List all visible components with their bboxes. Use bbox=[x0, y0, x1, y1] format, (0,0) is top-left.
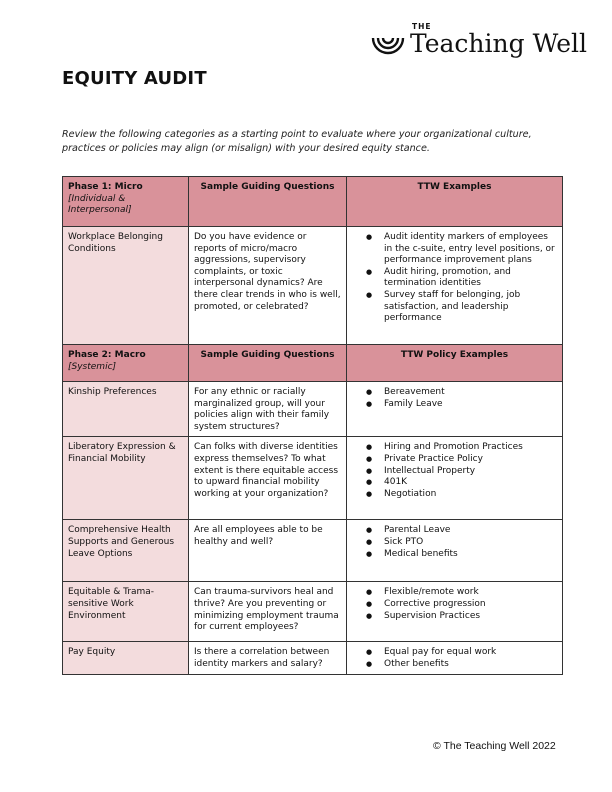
category-cell: Pay Equity bbox=[63, 642, 189, 675]
guiding-question-cell: For any ethnic or racially marginalized group, will your policies align with their family system structures? bbox=[189, 382, 347, 437]
phase-name: Phase 2: Macro bbox=[68, 350, 146, 360]
table-row bbox=[63, 520, 563, 582]
examples-cell bbox=[347, 437, 563, 520]
example-item: ● Family Leave bbox=[384, 399, 557, 411]
example-item: ● Private Practice Policy bbox=[384, 454, 557, 466]
intro-text: Review the following categories as a starting point to evaluate where your organizational culture, practices or policies may align (or misalign) with your desired equity stance. bbox=[62, 129, 532, 154]
guiding-question-cell: Can folks with diverse identities express themselves? To what extent is there equitable access to upward financial mobility working at your organization? bbox=[189, 437, 347, 520]
example-item: ● Sick PTO bbox=[384, 537, 557, 549]
examples-cell bbox=[347, 582, 563, 642]
examples-cell bbox=[347, 520, 563, 582]
phase-name: Phase 1: Micro bbox=[68, 182, 143, 192]
brand-the: THE bbox=[412, 22, 432, 31]
category-cell: Liberatory Expression & Financial Mobility bbox=[63, 437, 189, 520]
sunrise-arcs-icon bbox=[370, 34, 406, 58]
page-title: EQUITY AUDIT bbox=[62, 68, 207, 89]
category-cell: Kinship Preferences bbox=[63, 382, 189, 437]
copyright-footer: © The Teaching Well 2022 bbox=[433, 740, 556, 752]
example-item: ● Medical benefits bbox=[384, 549, 557, 561]
category-cell: Equitable & Trama-sensitive Work Environment bbox=[63, 582, 189, 642]
example-item: ● Other benefits bbox=[384, 659, 557, 671]
examples-cell bbox=[347, 382, 563, 437]
example-item: ● Hiring and Promotion Practices bbox=[384, 442, 557, 454]
table-row bbox=[63, 227, 563, 345]
phase-subtitle: [Individual & Interpersonal] bbox=[68, 193, 132, 216]
example-item: ● Intellectual Property bbox=[384, 466, 557, 478]
examples-list bbox=[352, 387, 557, 410]
guiding-question-cell: Do you have evidence or reports of micro/macro aggressions, supervisory complaints, or toxic interpersonal dynamics? Are there clear trends in who is well, promoted, or celebrated? bbox=[189, 227, 347, 345]
phase-title-cell bbox=[63, 345, 189, 382]
teaching-well-logo bbox=[370, 22, 595, 70]
phase-subtitle: [Systemic] bbox=[68, 361, 117, 372]
examples-cell bbox=[347, 227, 563, 345]
guiding-question-cell: Are all employees able to be healthy and well? bbox=[189, 520, 347, 582]
column-header-examples: TTW Policy Examples bbox=[347, 345, 563, 382]
phase-header-row bbox=[63, 177, 563, 227]
example-item: ● Survey staff for belonging, job satisfaction, and leadership performance bbox=[384, 290, 557, 325]
example-item: ● Parental Leave bbox=[384, 525, 557, 537]
column-header-examples: TTW Examples bbox=[347, 177, 563, 227]
table-row bbox=[63, 642, 563, 675]
example-item: ● Bereavement bbox=[384, 387, 557, 399]
example-item: ● Audit identity markers of employees in the c-suite, entry level positions, or performance improvement plans bbox=[384, 232, 557, 267]
category-cell: Comprehensive Health Supports and Generous Leave Options bbox=[63, 520, 189, 582]
table-row bbox=[63, 437, 563, 520]
examples-list bbox=[352, 525, 557, 560]
example-item: ● Flexible/remote work bbox=[384, 587, 557, 599]
example-item: ● Negotiation bbox=[384, 489, 557, 501]
examples-list bbox=[352, 442, 557, 500]
phase-header-row bbox=[63, 345, 563, 382]
phase-title-cell bbox=[63, 177, 189, 227]
guiding-question-cell: Can trauma-survivors heal and thrive? Are you preventing or minimizing employment trauma for current employees? bbox=[189, 582, 347, 642]
example-item: ● 401K bbox=[384, 477, 557, 489]
category-cell: Workplace Belonging Conditions bbox=[63, 227, 189, 345]
table-row bbox=[63, 382, 563, 437]
example-item: ● Supervision Practices bbox=[384, 611, 557, 623]
column-header-questions: Sample Guiding Questions bbox=[189, 345, 347, 382]
examples-list bbox=[352, 232, 557, 325]
equity-audit-table bbox=[62, 176, 563, 675]
examples-list bbox=[352, 647, 557, 670]
example-item: ● Audit hiring, promotion, and termination identities bbox=[384, 267, 557, 290]
guiding-question-cell: Is there a correlation between identity markers and salary? bbox=[189, 642, 347, 675]
brand-name: Teaching Well bbox=[410, 29, 588, 58]
example-item: ● Corrective progression bbox=[384, 599, 557, 611]
example-item: ● Equal pay for equal work bbox=[384, 647, 557, 659]
column-header-questions: Sample Guiding Questions bbox=[189, 177, 347, 227]
table-row bbox=[63, 582, 563, 642]
examples-cell bbox=[347, 642, 563, 675]
examples-list bbox=[352, 587, 557, 622]
